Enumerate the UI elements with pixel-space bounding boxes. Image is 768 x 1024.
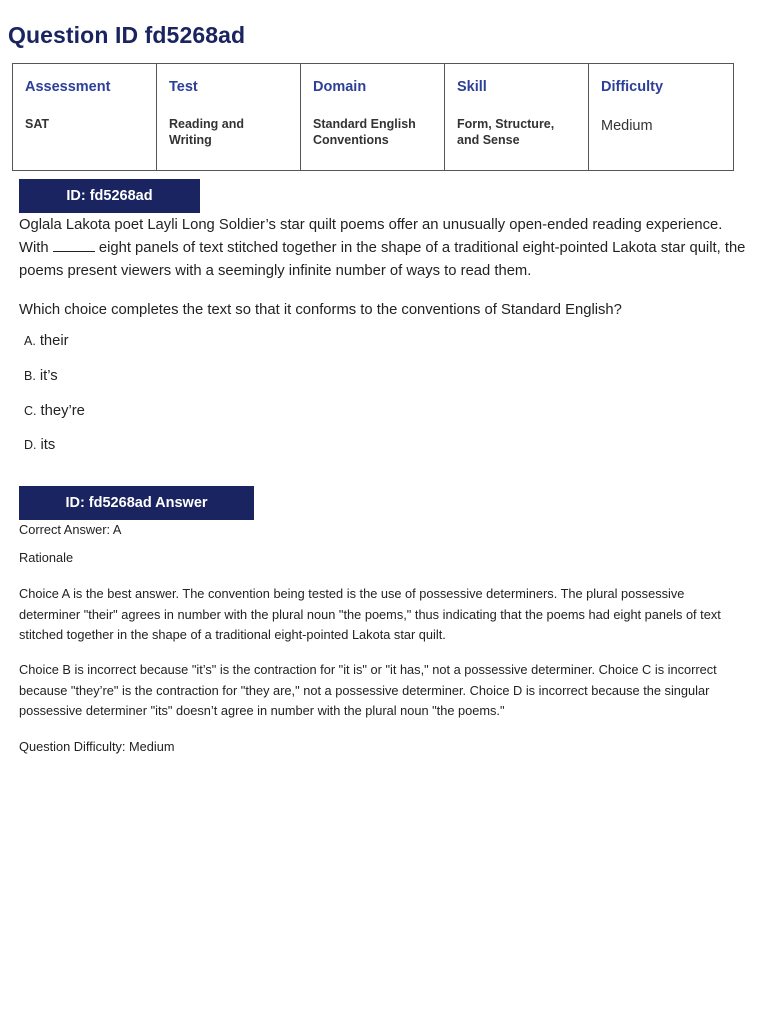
correct-answer: Correct Answer: A	[19, 522, 122, 537]
metadata-value-row	[13, 108, 734, 171]
choice-d-letter: D.	[24, 438, 37, 452]
choice-c-text: they’re	[40, 403, 85, 419]
choice-b-text: it’s	[39, 368, 58, 384]
value-assessment: SAT	[13, 108, 157, 171]
answer-id-banner: ID: fd5268ad Answer	[19, 486, 254, 520]
choice-b[interactable]	[24, 368, 58, 384]
rationale-paragraph-2: Choice B is incorrect because "it’s" is the contraction for "it is" or "it has," not a possessive determiner. Choice C is incorrect because "they’re" is the contraction for "they are," not a possessive determiner. Choice D is incorrect because the singular possessive determiner "its" doesn’t agree in number with the plural noun "the poems."	[19, 662, 717, 718]
choice-d[interactable]	[24, 437, 55, 453]
value-difficulty: Medium	[589, 108, 734, 171]
rationale-heading: Rationale	[19, 550, 74, 565]
passage-before-blank: Oglala Lakota poet Layli Long Soldier’s star quilt poems offer an unusually open-ended reading experience. With	[19, 217, 723, 256]
header-assessment: Assessment	[13, 64, 157, 108]
choice-d-text: its	[40, 437, 56, 453]
choice-c[interactable]	[24, 403, 85, 419]
question-metadata-table	[12, 63, 734, 171]
passage-text	[19, 214, 747, 283]
page-title: Question ID fd5268ad	[8, 22, 246, 48]
choice-a[interactable]	[24, 333, 69, 349]
passage-blank	[53, 237, 95, 252]
header-domain: Domain	[301, 64, 445, 108]
header-skill: Skill	[445, 64, 589, 108]
metadata-header-row	[13, 64, 734, 108]
value-skill: Form, Structure, and Sense	[445, 108, 589, 171]
value-test: Reading and Writing	[157, 108, 301, 171]
rationale-paragraph-1: Choice A is the best answer. The convention being tested is the use of possessive determiners. The plural possessive determiner "their" agrees in number with the plural noun "the poems," thus indicating that the poems had eight panels of text stitched together in the shape of a traditional eight-pointed Lakota star quilt.	[19, 586, 721, 642]
choice-c-letter: C.	[24, 404, 37, 418]
question-id-banner: ID: fd5268ad	[19, 179, 200, 213]
choice-a-text: their	[39, 333, 69, 349]
question-difficulty: Question Difficulty: Medium	[19, 739, 175, 754]
question-prompt: Which choice completes the text so that it conforms to the conventions of Standard English?	[19, 302, 622, 318]
choice-a-letter: A.	[24, 334, 36, 348]
header-difficulty: Difficulty	[589, 64, 734, 108]
header-test: Test	[157, 64, 301, 108]
choice-b-letter: B.	[24, 369, 36, 383]
passage-after-blank: eight panels of text stitched together in the shape of a traditional eight-pointed Lakota star quilt, the poems present viewers with a seemingly infinite number of ways to read them.	[19, 240, 746, 279]
value-domain: Standard English Conventions	[301, 108, 445, 171]
